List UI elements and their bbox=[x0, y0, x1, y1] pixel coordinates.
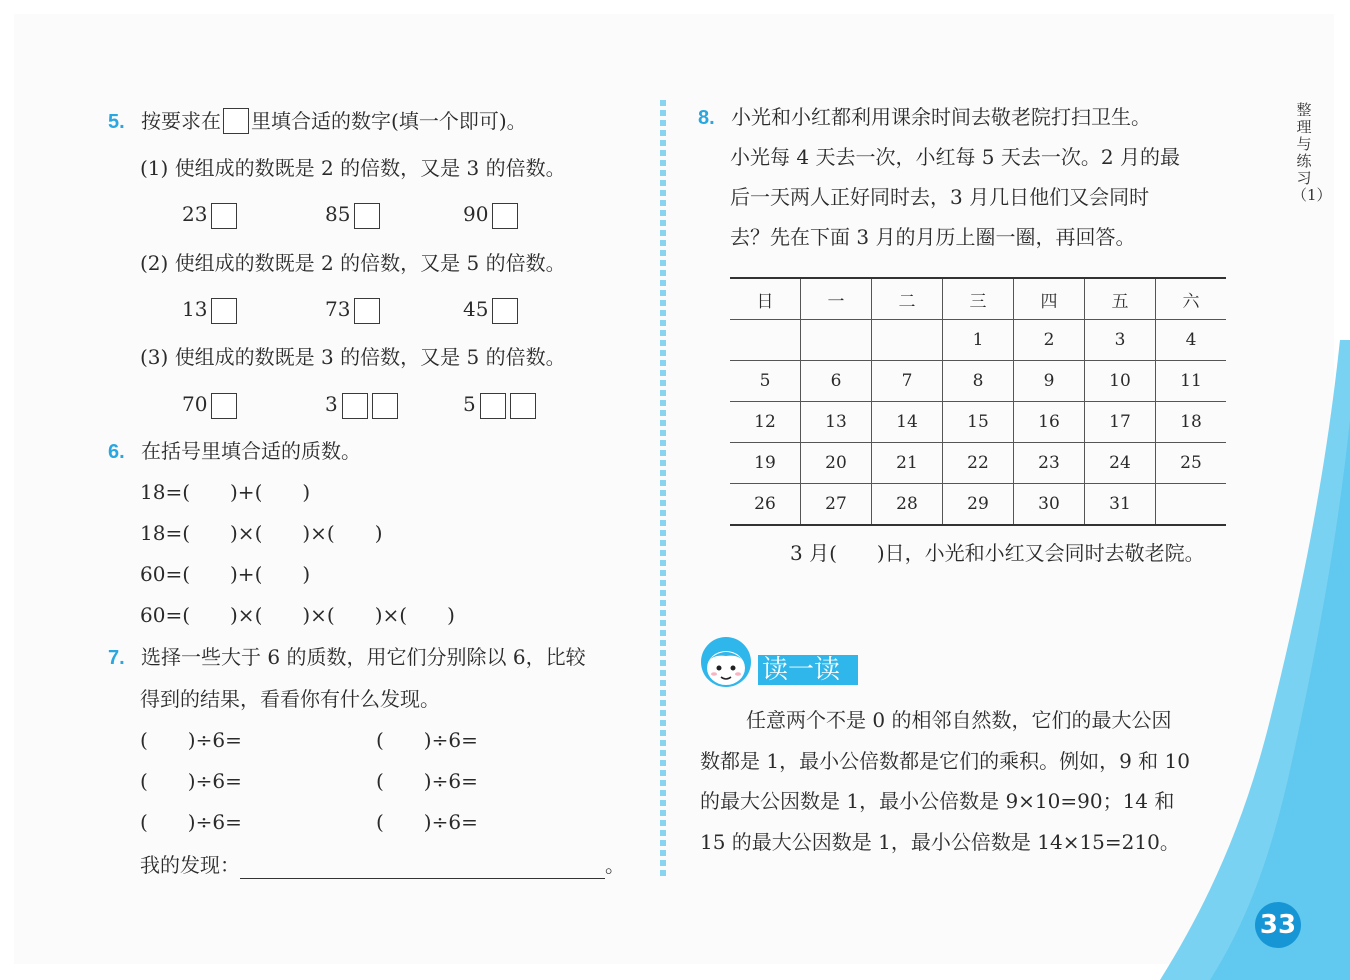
read-line: 任意两个不是 0 的相邻自然数，它们的最大公因 bbox=[746, 708, 1172, 732]
side-title: 整理与练习（1） bbox=[1292, 101, 1332, 204]
calendar-day[interactable]: 28 bbox=[872, 484, 943, 526]
calendar-header: 五 bbox=[1085, 278, 1156, 320]
calendar-day[interactable]: 3 bbox=[1085, 320, 1156, 361]
q6-line[interactable]: 60=( )+( ) bbox=[140, 562, 311, 586]
calendar-header: 四 bbox=[1014, 278, 1085, 320]
calendar-day[interactable]: 26 bbox=[730, 484, 801, 526]
calendar-day[interactable]: 8 bbox=[943, 361, 1014, 402]
q7-line1: 选择一些大于 6 的质数，用它们分别除以 6，比较 bbox=[141, 645, 586, 669]
q7-line2: 得到的结果，看看你有什么发现。 bbox=[140, 687, 440, 711]
q7-cell[interactable]: ( )÷6= bbox=[140, 810, 242, 834]
q8-line: 去？先在下面 3 月的月历上圈一圈，再回答。 bbox=[730, 225, 1136, 249]
calendar-header: 一 bbox=[801, 278, 872, 320]
q5-intro-post: 里填合适的数字(填一个即可)。 bbox=[251, 109, 527, 133]
answer-box[interactable] bbox=[211, 393, 237, 419]
calendar-day[interactable]: 16 bbox=[1014, 402, 1085, 443]
calendar-row bbox=[730, 443, 1226, 484]
calendar-row bbox=[730, 402, 1226, 443]
answer-box[interactable] bbox=[211, 203, 237, 229]
q7-intro bbox=[108, 643, 586, 672]
calendar-header: 三 bbox=[943, 278, 1014, 320]
calendar-day[interactable]: 20 bbox=[801, 443, 872, 484]
answer-box[interactable] bbox=[211, 298, 237, 324]
q5-intro-pre: 按要求在 bbox=[141, 109, 222, 133]
calendar-header: 日 bbox=[730, 278, 801, 320]
answer-box[interactable] bbox=[480, 393, 506, 419]
finding-answer-line[interactable] bbox=[240, 856, 605, 879]
calendar-row bbox=[730, 361, 1226, 402]
answer-box[interactable] bbox=[372, 393, 398, 419]
q6-text: 在括号里填合适的质数。 bbox=[141, 439, 362, 463]
answer-box[interactable] bbox=[492, 298, 518, 324]
q5-p2-item: 45 bbox=[463, 295, 518, 324]
calendar-day[interactable]: 17 bbox=[1085, 402, 1156, 443]
q5-p1-item: 90 bbox=[463, 200, 518, 229]
calendar-day[interactable]: 5 bbox=[730, 361, 801, 402]
calendar-day[interactable] bbox=[872, 320, 943, 361]
calendar-day[interactable]: 18 bbox=[1156, 402, 1227, 443]
calendar-day[interactable]: 9 bbox=[1014, 361, 1085, 402]
q5-p2-item: 13 bbox=[182, 295, 237, 324]
q6-number: 6. bbox=[108, 441, 125, 463]
calendar-day[interactable]: 6 bbox=[801, 361, 872, 402]
calendar-day[interactable]: 1 bbox=[943, 320, 1014, 361]
calendar-day[interactable]: 22 bbox=[943, 443, 1014, 484]
calendar-day[interactable]: 4 bbox=[1156, 320, 1227, 361]
q6-line[interactable]: 60=( )×( )×( )×( ) bbox=[140, 603, 455, 627]
q6-line[interactable]: 18=( )+( ) bbox=[140, 480, 311, 504]
q5-p1-item: 85 bbox=[325, 200, 380, 229]
read-section-title: 读一读 bbox=[758, 655, 858, 685]
calendar-header: 六 bbox=[1156, 278, 1227, 320]
calendar-header: 二 bbox=[872, 278, 943, 320]
calendar-day[interactable]: 23 bbox=[1014, 443, 1085, 484]
answer-box[interactable] bbox=[354, 298, 380, 324]
q8-number: 8. bbox=[698, 107, 715, 129]
march-calendar bbox=[730, 277, 1226, 526]
calendar-day[interactable]: 13 bbox=[801, 402, 872, 443]
q7-cell[interactable]: ( )÷6= bbox=[376, 769, 478, 793]
calendar-day[interactable]: 24 bbox=[1085, 443, 1156, 484]
q5-part3: (3) 使组成的数既是 3 的倍数，又是 5 的倍数。 bbox=[140, 345, 566, 369]
q6-line[interactable]: 18=( )×( )×( ) bbox=[140, 521, 383, 545]
calendar-day[interactable] bbox=[801, 320, 872, 361]
q8-line: 小光每 4 天去一次，小红每 5 天去一次。2 月的最 bbox=[730, 145, 1180, 169]
girl-reading-icon bbox=[698, 632, 758, 694]
q5-intro bbox=[108, 107, 527, 136]
calendar-day[interactable]: 12 bbox=[730, 402, 801, 443]
q7-finding: 我的发现： 。 bbox=[140, 853, 625, 877]
calendar-day[interactable]: 27 bbox=[801, 484, 872, 526]
calendar-day[interactable]: 15 bbox=[943, 402, 1014, 443]
q5-p2-item: 73 bbox=[325, 295, 380, 324]
answer-box[interactable] bbox=[354, 203, 380, 229]
read-line: 的最大公因数是 1，最小公倍数是 9×10=90；14 和 bbox=[700, 789, 1175, 813]
page-number-badge: 33 bbox=[1255, 902, 1301, 948]
calendar-day[interactable]: 19 bbox=[730, 443, 801, 484]
calendar-day[interactable]: 25 bbox=[1156, 443, 1227, 484]
q5-number: 5. bbox=[108, 111, 125, 133]
calendar-day[interactable]: 11 bbox=[1156, 361, 1227, 402]
q5-p3-item: 70 bbox=[182, 390, 237, 419]
q7-number: 7. bbox=[108, 647, 125, 669]
answer-box[interactable] bbox=[492, 203, 518, 229]
q5-p3-item: 3 bbox=[325, 390, 398, 419]
read-line: 数都是 1，最小公倍数都是它们的乘积。例如，9 和 10 bbox=[700, 749, 1190, 773]
calendar-row bbox=[730, 484, 1226, 526]
q5-part2: (2) 使组成的数既是 2 的倍数，又是 5 的倍数。 bbox=[140, 251, 566, 275]
calendar-day[interactable]: 10 bbox=[1085, 361, 1156, 402]
q8-answer[interactable]: 3 月( )日，小光和小红又会同时去敬老院。 bbox=[790, 541, 1205, 565]
calendar-row bbox=[730, 320, 1226, 361]
q8-line: 后一天两人正好同时去，3 月几日他们又会同时 bbox=[730, 185, 1150, 209]
q5-p3-item: 5 bbox=[463, 390, 536, 419]
q7-cell[interactable]: ( )÷6= bbox=[140, 728, 242, 752]
calendar-day[interactable]: 21 bbox=[872, 443, 943, 484]
q6-intro bbox=[108, 437, 361, 466]
answer-box[interactable] bbox=[510, 393, 536, 419]
q7-cell[interactable]: ( )÷6= bbox=[376, 810, 478, 834]
column-divider bbox=[660, 100, 666, 880]
q7-cell[interactable]: ( )÷6= bbox=[140, 769, 242, 793]
calendar-day[interactable] bbox=[730, 320, 801, 361]
calendar-day[interactable]: 7 bbox=[872, 361, 943, 402]
q5-p1-item: 23 bbox=[182, 200, 237, 229]
calendar-day[interactable]: 2 bbox=[1014, 320, 1085, 361]
q8-line: 8. 小光和小红都利用课余时间去敬老院打扫卫生。 bbox=[698, 105, 1152, 129]
calendar-day[interactable]: 30 bbox=[1014, 484, 1085, 526]
finding-label: 我的发现： bbox=[140, 853, 240, 877]
calendar-day[interactable]: 14 bbox=[872, 402, 943, 443]
calendar-day[interactable]: 31 bbox=[1085, 484, 1156, 526]
q7-cell[interactable]: ( )÷6= bbox=[376, 728, 478, 752]
calendar-day[interactable]: 29 bbox=[943, 484, 1014, 526]
calendar-day[interactable] bbox=[1156, 484, 1227, 526]
read-line: 15 的最大公因数是 1，最小公倍数是 14×15=210。 bbox=[700, 830, 1180, 854]
answer-box[interactable] bbox=[342, 393, 368, 419]
q5-part1: (1) 使组成的数既是 2 的倍数，又是 3 的倍数。 bbox=[140, 156, 566, 180]
answer-box[interactable] bbox=[223, 108, 249, 134]
